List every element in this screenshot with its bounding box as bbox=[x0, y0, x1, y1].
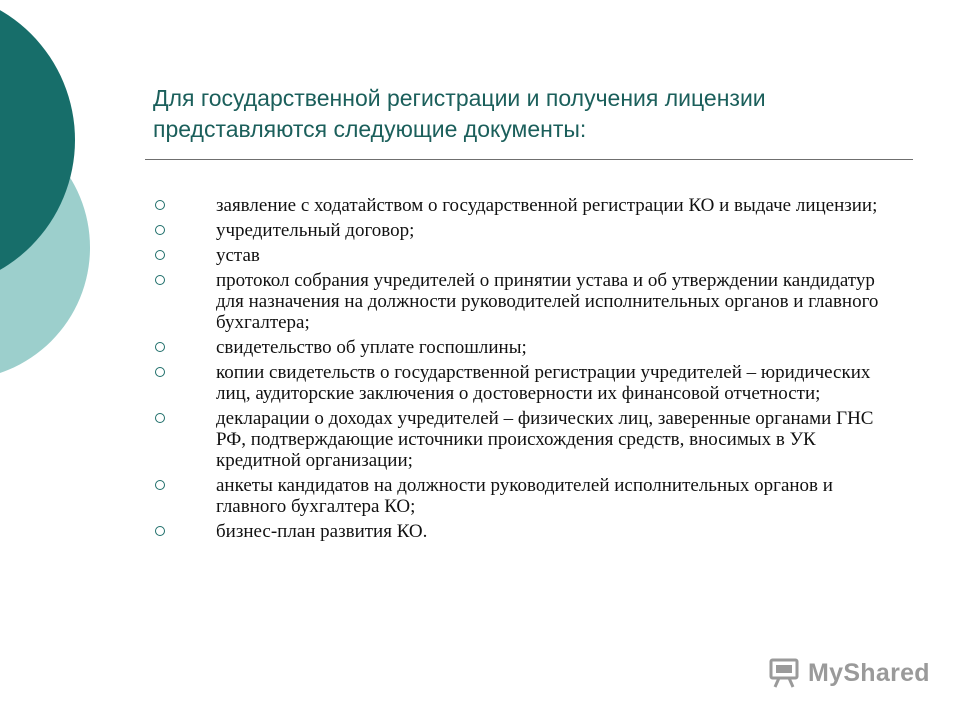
hollow-circle-icon bbox=[155, 480, 165, 490]
hollow-circle-icon bbox=[155, 413, 165, 423]
hollow-circle-icon bbox=[155, 225, 165, 235]
watermark-text: MyShared bbox=[808, 658, 930, 687]
list-item bbox=[155, 475, 895, 517]
list-item-text: анкеты кандидатов на должности руководителей исполнительных органов и главного бухгалтера КО; bbox=[216, 475, 833, 517]
hollow-circle-icon bbox=[155, 526, 165, 536]
list-item-text: копии свидетельств о государственной регистрации учредителей – юридических лиц, аудиторские заключения о достоверности их финансовой отчетности; bbox=[216, 362, 871, 404]
list-item bbox=[155, 521, 895, 542]
list-item bbox=[155, 362, 895, 404]
list-item-text: бизнес-план развития КО. bbox=[216, 521, 428, 542]
list-item-text: свидетельство об уплате госпошлины; bbox=[216, 337, 527, 358]
list-item bbox=[155, 408, 895, 471]
watermark-logo bbox=[768, 656, 930, 690]
hollow-circle-icon bbox=[155, 367, 165, 377]
document-list bbox=[155, 195, 895, 546]
list-item-text: устав bbox=[216, 245, 260, 266]
slide-title-line-2: представляются следующие документы: bbox=[153, 116, 587, 142]
list-item bbox=[155, 195, 895, 216]
list-item bbox=[155, 337, 895, 358]
slide-title bbox=[153, 83, 913, 145]
list-item bbox=[155, 245, 895, 266]
list-item bbox=[155, 270, 895, 333]
hollow-circle-icon bbox=[155, 342, 165, 352]
list-item bbox=[155, 220, 895, 241]
list-item-text: протокол собрания учредителей о принятии устава и об утверждении кандидатур для назначения на должности руководителей исполнительных органов и главного бухгалтера; bbox=[216, 270, 879, 333]
hollow-circle-icon bbox=[155, 200, 165, 210]
title-divider bbox=[145, 159, 913, 160]
hollow-circle-icon bbox=[155, 275, 165, 285]
hollow-circle-icon bbox=[155, 250, 165, 260]
list-item-text: заявление с ходатайством о государственной регистрации КО и выдаче лицензии; bbox=[216, 195, 878, 216]
list-item-text: учредительный договор; bbox=[216, 220, 415, 241]
list-item-text: декларации о доходах учредителей – физических лиц, заверенные органами ГНС РФ, подтверждающие источники происхождения средств, вносимых в УК кредитной организации; bbox=[216, 408, 874, 471]
slide-title-line-1: Для государственной регистрации и получения лицензии bbox=[153, 85, 766, 111]
presentation-board-icon bbox=[768, 657, 802, 689]
